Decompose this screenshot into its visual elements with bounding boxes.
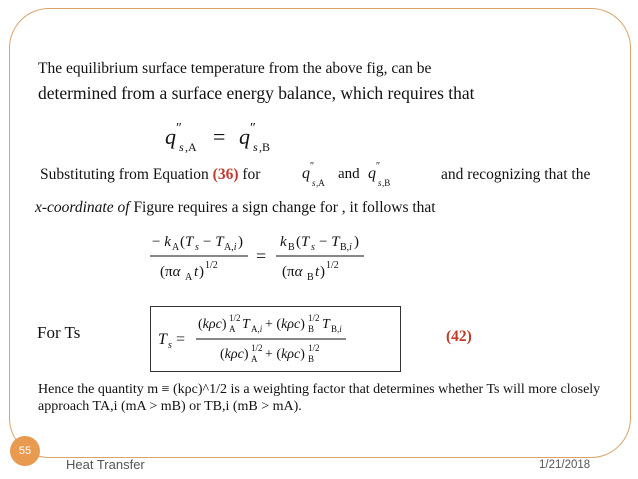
svg-text:s: s <box>253 140 258 154</box>
equation-temperature-balance <box>150 228 400 288</box>
text-line-4 <box>35 199 436 217</box>
svg-text:): ) <box>354 234 359 250</box>
svg-text:A,i: A,i <box>224 242 237 253</box>
text-line-1: The equilibrium surface temperature from the above fig, can be <box>38 60 432 77</box>
svg-text:k: k <box>280 234 287 250</box>
inline-flux-symbols <box>302 160 434 190</box>
svg-text:): ) <box>199 264 204 280</box>
slide-number-badge <box>10 436 40 466</box>
svg-text:T: T <box>158 331 167 348</box>
for-ts-label: For Ts <box>37 323 81 342</box>
svg-text:q: q <box>368 165 376 182</box>
svg-text:1/2: 1/2 <box>326 260 339 271</box>
svg-text:B: B <box>308 324 315 334</box>
svg-text:(T: (T <box>296 234 310 250</box>
svg-text:s: s <box>168 340 172 351</box>
svg-text:(kρc): (kρc) <box>220 347 249 362</box>
svg-text:(kρc): (kρc) <box>198 317 227 332</box>
svg-text:A: A <box>229 324 236 334</box>
svg-text:″: ″ <box>250 121 256 136</box>
svg-text:,A: ,A <box>185 140 197 154</box>
line3-prefix: Substituting from Equation <box>40 166 213 183</box>
line4-rest: Figure requires a sign change for , it follows that <box>129 199 436 216</box>
svg-text:B,i: B,i <box>340 242 352 253</box>
svg-text:1/2: 1/2 <box>251 343 263 353</box>
line4-italic: x-coordinate of <box>35 199 130 216</box>
svg-text:A: A <box>172 242 180 253</box>
svg-text:q: q <box>302 165 310 182</box>
footer-course: Heat Transfer <box>66 457 145 472</box>
svg-text:(πα: (πα <box>282 264 303 280</box>
svg-text:,B: ,B <box>382 178 391 188</box>
svg-text:and: and <box>338 166 360 182</box>
svg-text:): ) <box>238 234 243 250</box>
svg-text:T: T <box>322 317 330 332</box>
svg-text:− T: − T <box>319 234 340 250</box>
text-line-2: determined from a surface energy balance, which requires that <box>38 83 475 103</box>
svg-text:q: q <box>239 124 250 149</box>
svg-text:1/2: 1/2 <box>205 260 218 271</box>
svg-text:s: s <box>195 242 199 253</box>
svg-text:+ (kρc): + (kρc) <box>265 347 305 362</box>
svg-text:(πα: (πα <box>160 264 181 280</box>
equation-flux-balance <box>165 118 345 158</box>
svg-text:s: s <box>179 140 184 154</box>
svg-text:s: s <box>312 178 316 188</box>
hence-paragraph: Hence the quantity m ≡ (kρc)^1/2 is a weighting factor that determines whether Ts will more closely approach TA,i (mA > mB) or TB,i (mB > mA). <box>38 382 601 414</box>
svg-text:1/2: 1/2 <box>308 343 320 353</box>
svg-text:B: B <box>308 354 315 364</box>
svg-text:″: ″ <box>176 121 182 136</box>
svg-text:t: t <box>194 264 199 280</box>
line3-for: for <box>238 166 261 183</box>
svg-text:=: = <box>176 331 186 348</box>
svg-text:+ (kρc): + (kρc) <box>265 317 305 332</box>
svg-text:q: q <box>165 124 176 149</box>
slide-number: 55 <box>18 445 32 457</box>
svg-text:s: s <box>378 178 382 188</box>
svg-text:A,i: A,i <box>251 324 263 334</box>
svg-text:,A: ,A <box>316 178 325 188</box>
footer-date: 1/21/2018 <box>539 459 591 471</box>
svg-text:B,i: B,i <box>331 324 342 334</box>
svg-text:A: A <box>185 272 193 283</box>
equation-number-42: (42) <box>446 328 472 345</box>
svg-text:): ) <box>320 264 325 280</box>
text-line-3 <box>40 166 260 184</box>
svg-text:T: T <box>242 317 250 332</box>
svg-text:(T: (T <box>180 234 194 250</box>
svg-text:=: = <box>256 246 267 266</box>
svg-text:″: ″ <box>376 161 381 172</box>
svg-text:− T: − T <box>203 234 224 250</box>
svg-text:− k: − k <box>152 234 171 250</box>
equation-ref-36: (36) <box>212 166 239 183</box>
svg-text:B: B <box>288 242 295 253</box>
svg-text:B: B <box>307 272 314 283</box>
svg-text:s: s <box>311 242 315 253</box>
svg-text:1/2: 1/2 <box>308 313 320 323</box>
equation-42 <box>158 310 398 368</box>
svg-text:A: A <box>251 354 258 364</box>
text-line-3-suffix: and recognizing that the <box>441 166 591 183</box>
svg-text:1/2: 1/2 <box>229 313 241 323</box>
svg-text:,B: ,B <box>259 140 271 154</box>
svg-text:t: t <box>315 264 320 280</box>
svg-text:=: = <box>213 124 226 149</box>
svg-text:″: ″ <box>310 161 315 172</box>
